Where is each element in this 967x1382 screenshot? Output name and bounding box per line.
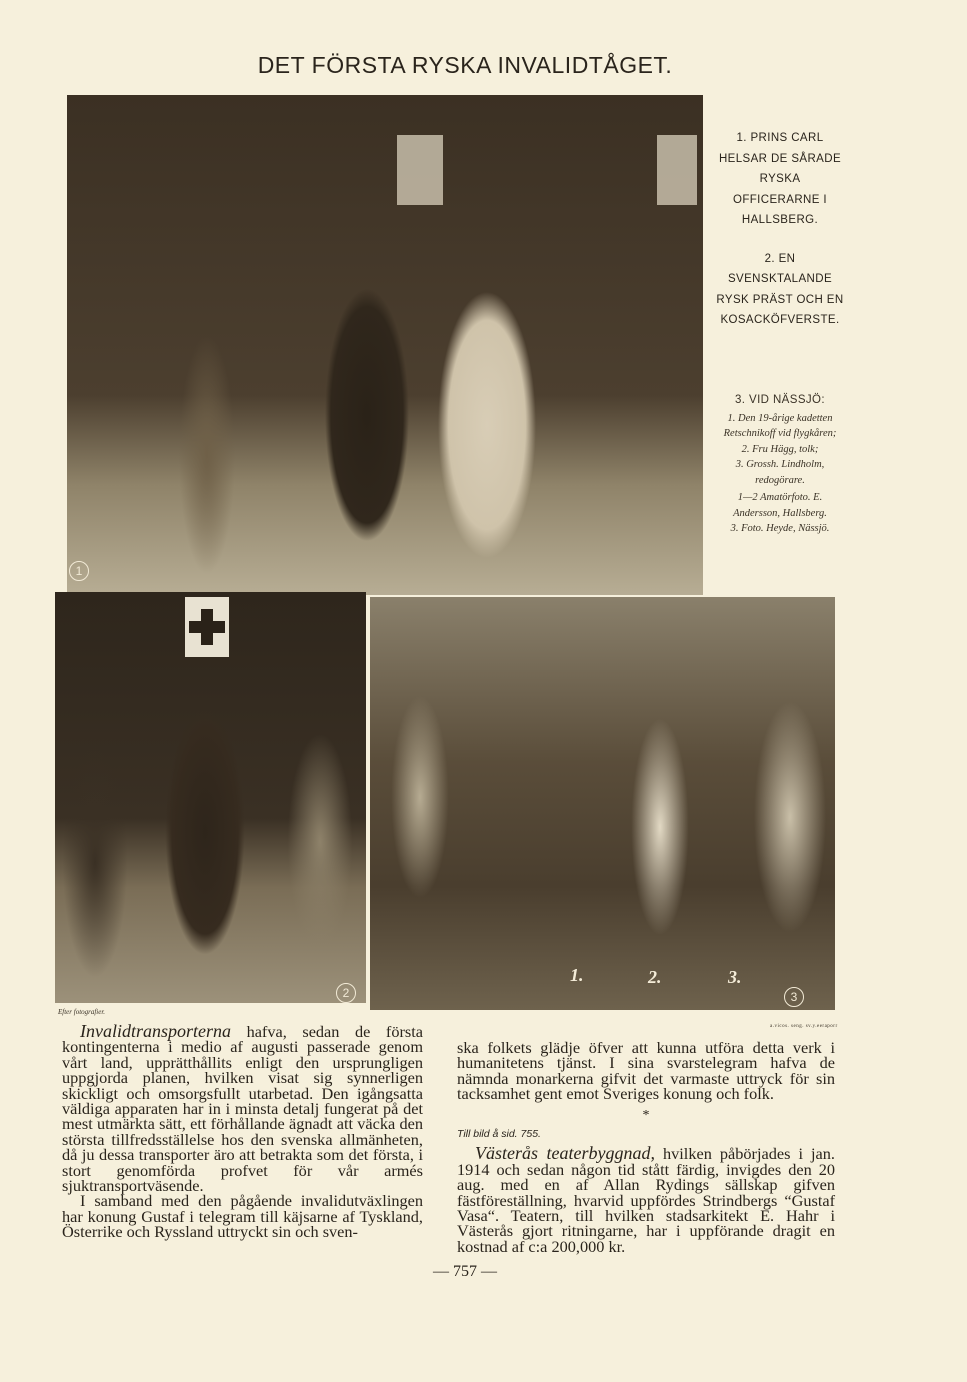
article-column-right [457, 1040, 835, 1254]
caption-3-title: 3. VID NÄSSJÖ: [735, 394, 825, 406]
page-title: DET FÖRSTA RYSKA INVALIDTÅGET. [257, 52, 673, 78]
caption-3 [715, 393, 845, 488]
article-paragraph: ska folkets glädje öfver att kunna utföra detta verk i humanitetens tjänst. I sina svarstelegram hafva de nämnda monarkerna gifvit det varmaste uttryck för sin tacksamhet gent emot Sveriges konung och folk. [457, 1038, 835, 1104]
photographer-credit: a.vicos. seng. sv.y.eeraporr [770, 1024, 838, 1029]
inset-label: 2. [648, 967, 662, 987]
photo-number-badge: 3 [784, 987, 804, 1007]
photo-russian-priest-cossack [55, 592, 366, 1003]
photo-credits [715, 490, 845, 537]
caption-3-item: 3. Grossh. Lindholm, redogörare. [735, 459, 825, 486]
red-cross-sign-icon [185, 597, 229, 657]
photo-number-badge: 2 [336, 983, 356, 1003]
photo-source-note: Efter fotografier. [58, 1008, 106, 1016]
inset-label: 3. [728, 967, 742, 987]
caption-3-item: 2. Fru Hägg, tolk; [741, 443, 819, 455]
photo-prince-carl-hallsberg [67, 95, 703, 595]
article-paragraph: hafva, sedan de första kontingenterna i medio af augusti passerade genom vårt land, upprätthållits enligt den ursprungligen uppgjorda planen, hvilken visat sig synnerligen skickligt och omsorgsfullt utarbetad. Den igångsatta väldiga apparaten har in i minsta detalj fungerat på det mest utmärkta sätt, ett förhållande ägnadt att väcka den största tillfredsställelse hos den svenska allmänheten, då ju dessa transporter äro att betrakta som det första, i stort genomförda profvet för vår armés sjuktransportväsende. [62, 1022, 423, 1196]
photo-number-badge: 1 [69, 561, 89, 581]
page-number: — 757 — [433, 1263, 497, 1280]
inset-label: 1. [570, 965, 584, 985]
article-lead-term: Västerås teaterbyggnad, [475, 1143, 655, 1164]
train-window [397, 135, 443, 205]
caption-1: 1. PRINS CARL HELSAR DE SÅRADE RYSKA OFFICERARNE I HALLSBERG. [718, 132, 842, 226]
article-paragraph: I samband med den pågående invalidutväxlingen har konung Gustaf i telegram till käjsarne af Tyskland, Österrike och Ryssland uttryckt sin och sven- [62, 1191, 423, 1242]
photo-nassjo-group [370, 597, 835, 1010]
caption-2: 2. EN SVENSKTALANDE RYSK PRÄST OCH EN KOSACKÖFVERSTE. [716, 252, 844, 326]
caption-3-item: 1. Den 19-årige kadetten Retschnikoff vid flygkåren; [723, 412, 837, 439]
train-window [657, 135, 697, 205]
article-paragraph: hvilken påbörjades i jan. 1914 och sedan någon tid stått färdig, invigdes den 20 aug. med en af Allan Rydings sällskap gifven fästföreställning, hvarvid uppfördes Strindbergs “Gustaf Vasa“. Teatern, till hvilken stadsarkitekt E. Hahr i Västerås gjort ritningarne, har i uppförande dragit en kostnad af c:a 200,000 kr. [457, 1144, 835, 1256]
photo-captions [715, 128, 845, 349]
credit-line: 1—2 Amatörfoto. E. Andersson, Hallsberg. [733, 492, 827, 519]
article-column-left [62, 1021, 423, 1242]
article-lead-term: Invalidtransporterna [80, 1021, 231, 1041]
image-reference-note: Till bild å sid. 755. [457, 1128, 541, 1141]
credit-line: 3. Foto. Heyde, Nässjö. [730, 523, 830, 534]
section-separator: * [642, 1107, 650, 1123]
